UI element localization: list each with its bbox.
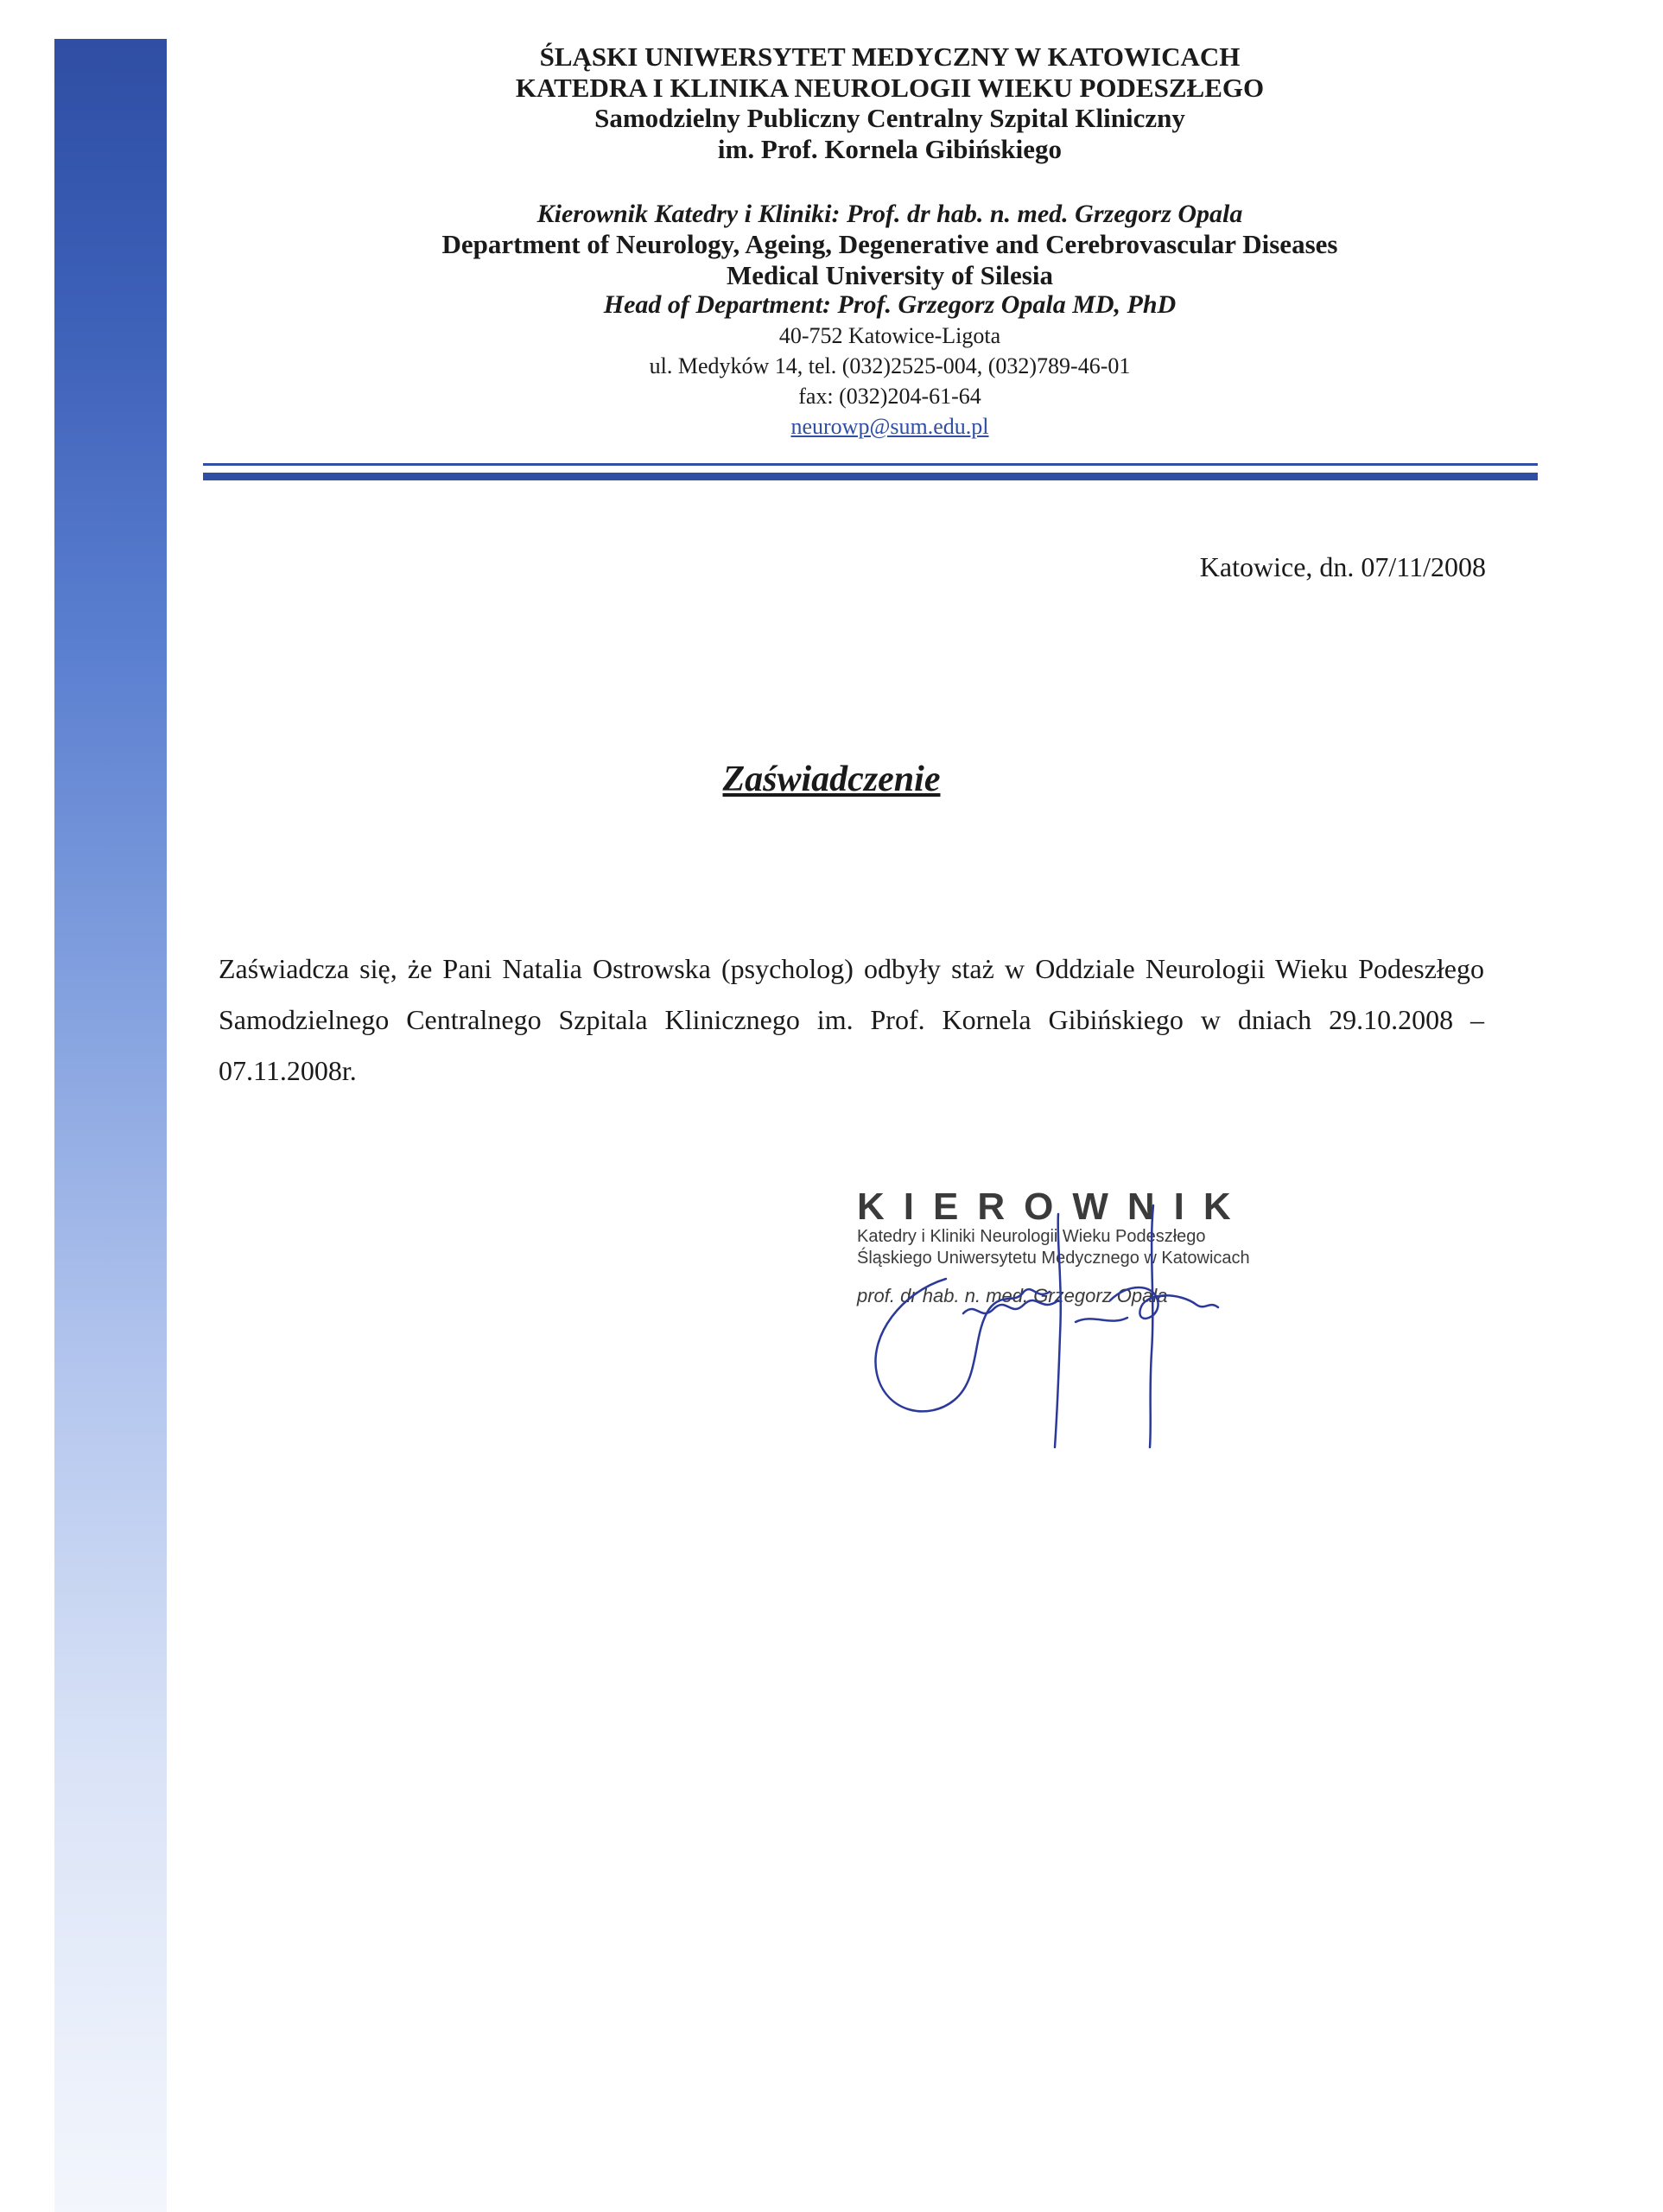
stamp-title: KIEROWNIK: [857, 1185, 1250, 1228]
document-date: Katowice, dn. 07/11/2008: [1199, 551, 1486, 582]
email-link[interactable]: neurowp@sum.edu.pl: [790, 414, 989, 440]
document-title: Zaświadczenie: [722, 760, 941, 799]
header-rule-thin: [203, 463, 1538, 466]
address-street-phone: ul. Medyków 14, tel. (032)2525-004, (032)789-46-01: [649, 353, 1131, 378]
university-name: ŚLĄSKI UNIWERSYTET MEDYCZNY W KATOWICACH: [539, 41, 1241, 72]
stamp-department: Katedry i Kliniki Neurologii Wieku Podeszłego: [857, 1227, 1206, 1246]
stamp-signatory-name: prof. dr hab. n. med. Grzegorz Opala: [857, 1285, 1168, 1306]
decorative-side-band: [54, 39, 167, 2212]
department-name-en: Department of Neurology, Ageing, Degenerative and Cerebrovascular Diseases: [441, 229, 1338, 260]
hospital-name: Samodzielny Publiczny Centralny Szpital Kliniczny: [594, 103, 1185, 134]
handwritten-signature: [851, 1162, 1248, 1456]
head-of-department-pl: Kierownik Katedry i Kliniki: Prof. dr hab. n. med. Grzegorz Opala: [536, 199, 1243, 228]
address-postal: 40-752 Katowice-Ligota: [778, 322, 1001, 348]
hospital-patron: im. Prof. Kornela Gibińskiego: [717, 133, 1063, 164]
fax-number: fax: (032)204-61-64: [798, 384, 981, 410]
university-name-en: Medical University of Silesia: [727, 259, 1053, 290]
stamp-university: Śląskiego Uniwersytetu Medycznego w Katowicach: [857, 1249, 1250, 1268]
letterhead: [203, 41, 1577, 442]
certificate-body: Zaświadcza się, że Pani Natalia Ostrowska (psycholog) odbyły staż w Oddziale Neurologii Wieku Podeszłego Samodzielnego Centralnego Szpitala Klinicznego im. Prof. Kornela Gibińskiego w dniach 29.10.2008 – 07.11.2008r.: [219, 953, 1484, 1086]
header-rule-thick: [203, 473, 1538, 480]
department-name: KATEDRA I KLINIKA NEUROLOGII WIEKU PODESZŁEGO: [515, 72, 1265, 103]
head-of-department-en: Head of Department: Prof. Grzegorz Opala MD, PhD: [603, 290, 1177, 320]
